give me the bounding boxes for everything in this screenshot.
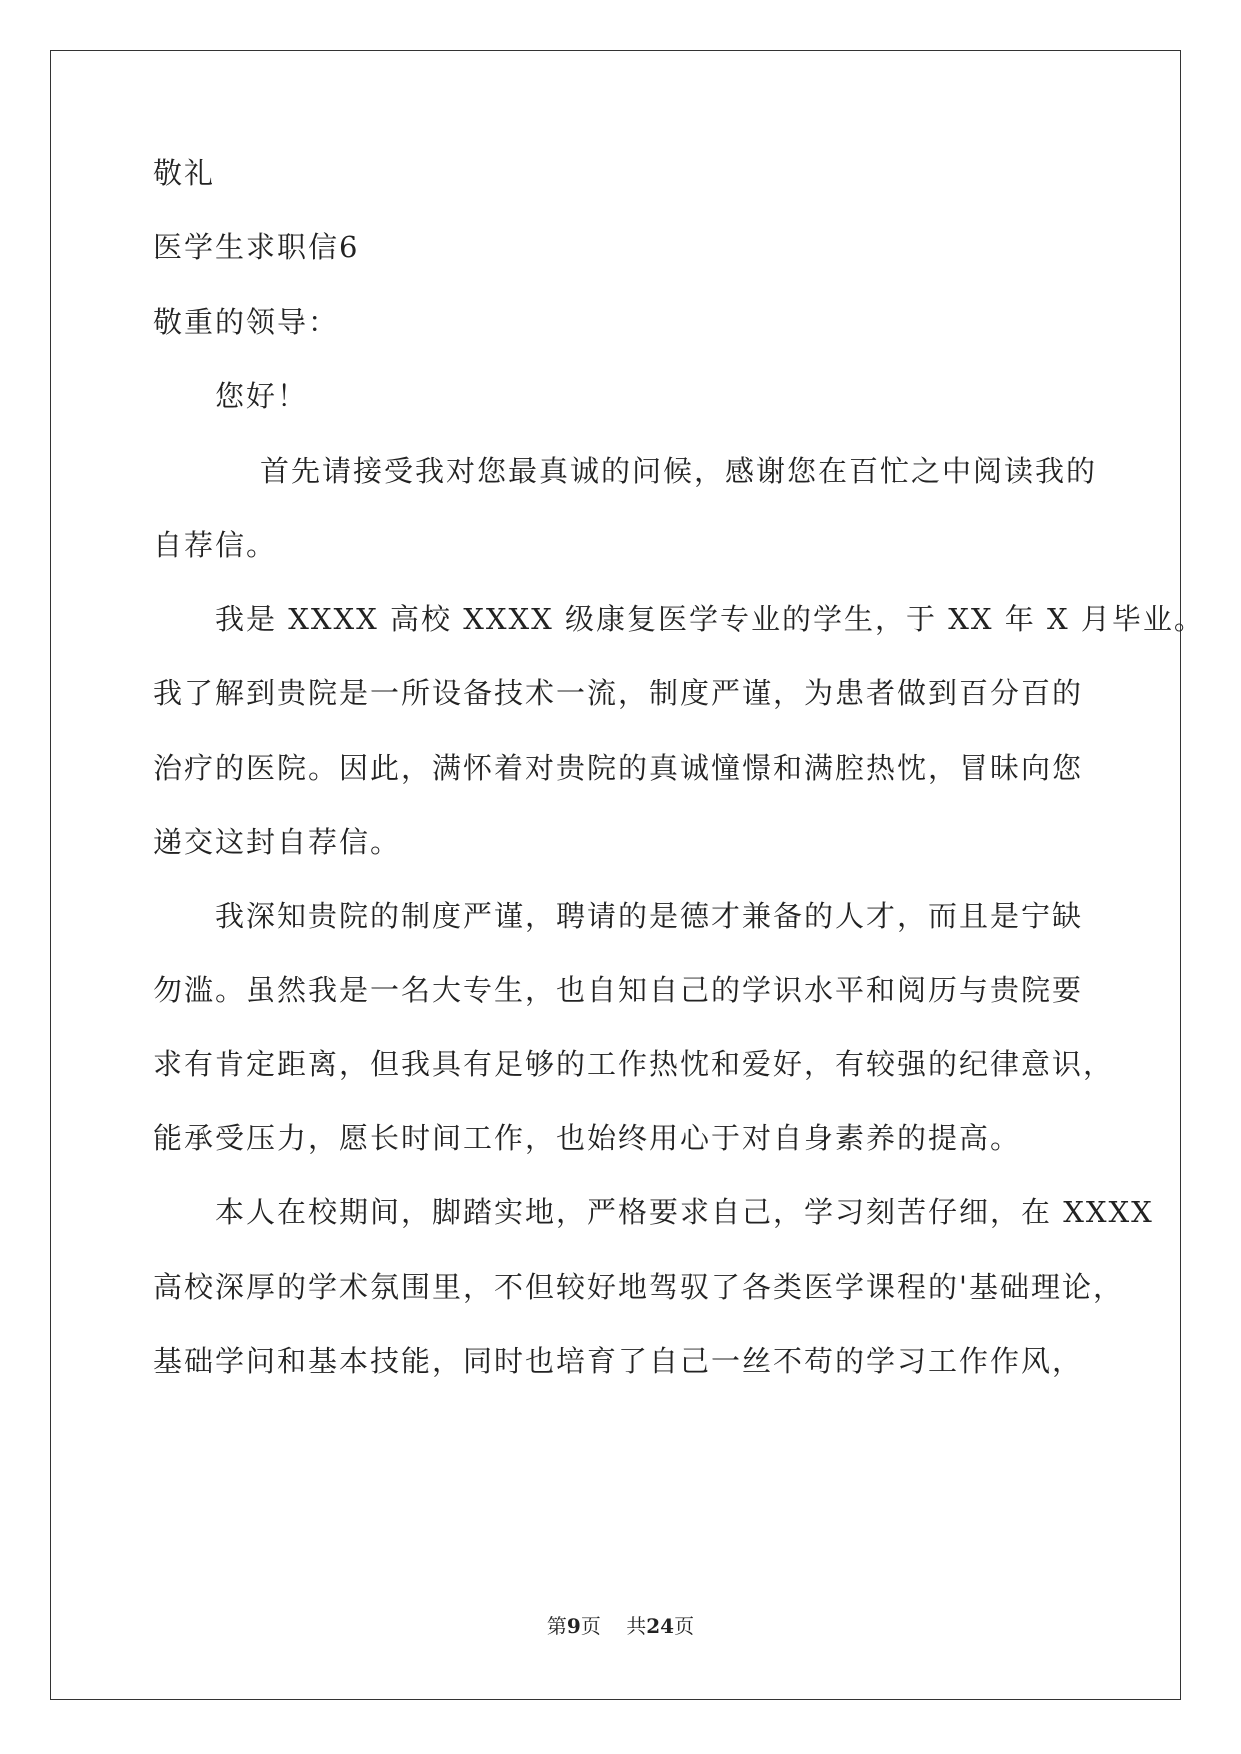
- text-line: 治疗的医院。因此，满怀着对贵院的真诚憧憬和满腔热忱，冒昧向您: [153, 751, 1084, 785]
- text-line: 基础学问和基本技能，同时也培育了自己一丝不苟的学习工作作风，: [153, 1344, 1084, 1378]
- total-suffix: 页: [674, 1614, 695, 1638]
- text-line: 递交这封自荐信。: [153, 825, 402, 859]
- text-line: 敬重的领导：: [153, 305, 340, 339]
- page-number: 9: [566, 1614, 581, 1638]
- text-line: 高校深厚的学术氛围里，不但较好地驾驭了各类医学课程的'基础理论，: [153, 1270, 1124, 1304]
- text-line: 首先请接受我对您最真诚的问候，感谢您在百忙之中阅读我的: [260, 454, 1098, 488]
- text-line: 我了解到贵院是一所设备技术一流，制度严谨，为患者做到百分百的: [153, 676, 1084, 710]
- text-line: 勿滥。虽然我是一名大专生，也自知自己的学识水平和阅历与贵院要: [153, 973, 1084, 1007]
- text-line: 本人在校期间，脚踏实地，严格要求自己，学习刻苦仔细，在 XXXX: [215, 1195, 1154, 1229]
- page-suffix: 页: [580, 1614, 601, 1638]
- text-line: 求有肯定距离，但我具有足够的工作热忱和爱好，有较强的纪律意识，: [153, 1047, 1115, 1081]
- text-line: 我是 XXXX 高校 XXXX 级康复医学专业的学生，于 XX 年 X 月毕业。: [215, 602, 1205, 636]
- page-footer: [0, 1614, 1241, 1638]
- text-line: 医学生求职信6: [153, 230, 360, 264]
- text-line: 敬礼: [153, 156, 216, 190]
- total-pages: 24: [646, 1614, 675, 1638]
- text-line: 我深知贵院的制度严谨，聘请的是德才兼备的人才，而且是宁缺: [215, 899, 1084, 933]
- page-border: [50, 50, 1181, 1700]
- text-line: 自荐信。: [153, 528, 278, 562]
- total-prefix: 共: [626, 1614, 647, 1638]
- text-line: 能承受压力，愿长时间工作，也始终用心于对自身素养的提高。: [153, 1121, 1022, 1155]
- text-line: 您好！: [215, 379, 309, 413]
- page-prefix: 第: [546, 1614, 567, 1638]
